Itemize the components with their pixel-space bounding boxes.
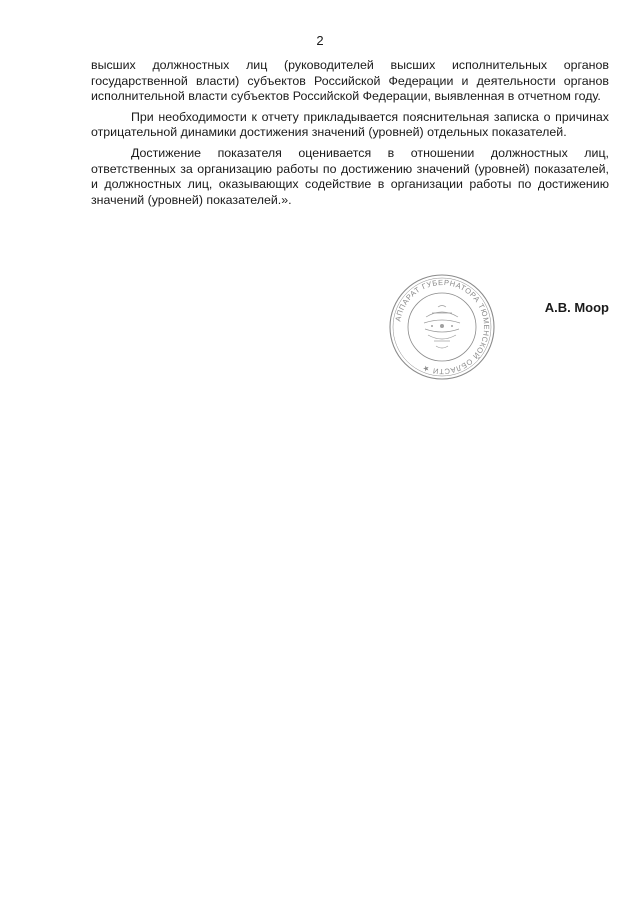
signature-name: А.В. Моор <box>544 300 609 315</box>
svg-text:АППАРАТ ГУБЕРНАТОРА ТЮМЕНСКОЙ: АППАРАТ ГУБЕРНАТОРА ТЮМЕНСКОЙ ОБЛАСТИ ★ <box>393 277 492 377</box>
page-number: 2 <box>316 33 324 48</box>
paragraph-continuation: высших должностных лиц (руководителей высших исполнительных органов государственной власти) субъектов Российской Федерации и деятельности органов исполнительной власти субъектов Российской Федерации, выявленная в отчетном году. <box>91 58 609 104</box>
document-body <box>91 58 609 213</box>
official-seal-stamp <box>388 273 496 381</box>
paragraph-explanatory-note: При необходимости к отчету прикладывается пояснительная записка о причинах отрицательной динамики достижения значений (уровней) отдельных показателей. <box>91 109 609 140</box>
paragraph-indicator-assessment: Достижение показателя оценивается в отношении должностных лиц, ответственных за организацию работы по достижению значений (уровней) показателей, и должностных лиц, оказывающих содействие в организации работы по достижению значений (уровней) показателей.». <box>91 145 609 207</box>
